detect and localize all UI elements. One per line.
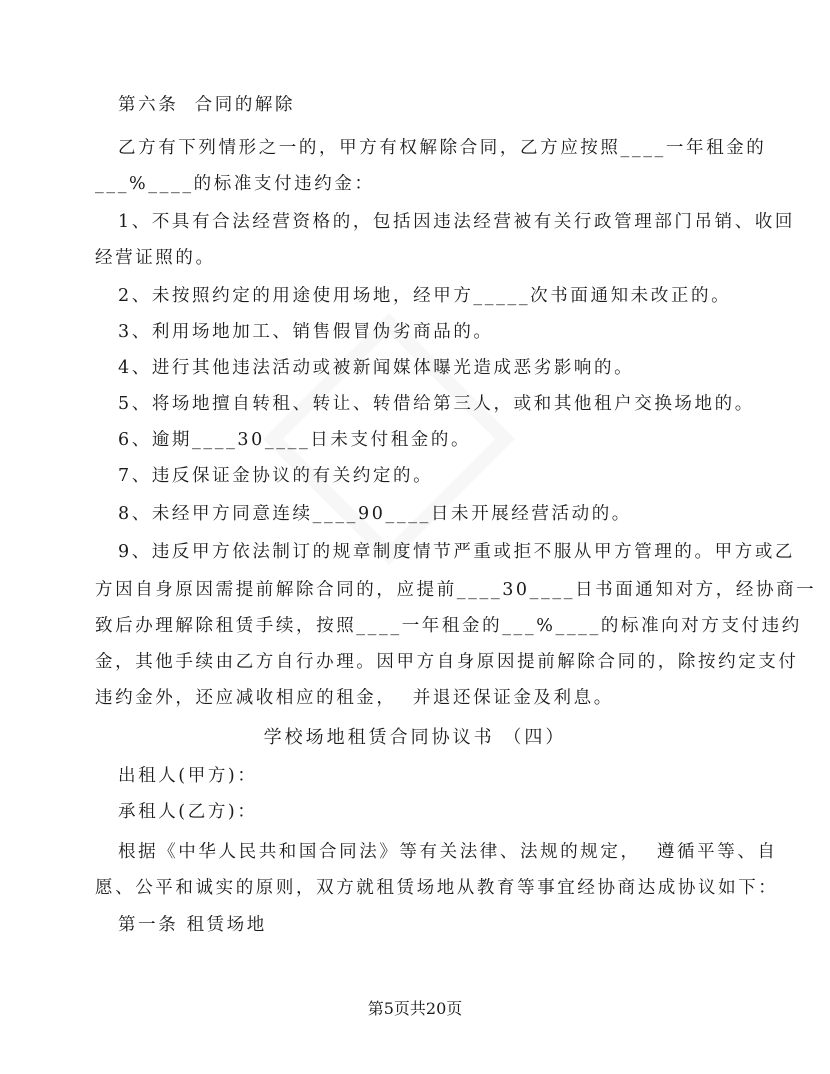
paragraph-line: 方因自身原因需提前解除合同的，应提前____30____日书面通知对方，经协商一 xyxy=(95,580,817,600)
paragraph-line: 7、违反保证金协议的有关约定的。 xyxy=(118,466,434,486)
paragraph-line: 违约金外，还应减收相应的租金， 并退还保证金及利息。 xyxy=(95,688,614,708)
paragraph-line: 致后办理解除租赁手续，按照____一年租金的___%____的标准向对方支付违约 xyxy=(95,616,802,636)
paragraph-line: 根据《中华人民共和国合同法》等有关法律、法规的规定， 遵循平等、自 xyxy=(118,842,778,862)
page-number: 第5页共20页 xyxy=(367,999,463,1018)
paragraph-line: 2、未按照约定的用途使用场地，经甲方_____次书面通知未改正的。 xyxy=(118,286,732,306)
paragraph-line: 6、逾期____30____日未支付租金的。 xyxy=(118,430,472,450)
section-heading: 第六条 合同的解除 xyxy=(118,95,296,115)
paragraph-line: 1、不具有合法经营资格的，包括因违法经营被有关行政管理部门吊销、收回 xyxy=(118,212,796,232)
lessee-field: 承租人(乙方)： xyxy=(118,802,258,822)
paragraph-line: 5、将场地擅自转租、转让、转借给第三人，或和其他租户交换场地的。 xyxy=(118,394,755,414)
paragraph-line: 金，其他手续由乙方自行办理。因甲方自身原因提前解除合同的，除按约定支付 xyxy=(95,652,799,672)
paragraph-line: 乙方有下列情形之一的，甲方有权解除合同，乙方应按照____一年租金的 xyxy=(118,138,767,158)
section-heading: 第一条 租赁场地 xyxy=(118,915,267,935)
paragraph-line: ___%____的标准支付违约金： xyxy=(95,174,375,194)
paragraph-line: 3、利用场地加工、销售假冒伪劣商品的。 xyxy=(118,322,494,342)
paragraph-line: 9、违反甲方依法制订的规章制度情节严重或拒不服从甲方管理的。甲方或乙 xyxy=(118,542,796,562)
paragraph-line: 8、未经甲方同意连续____90____日未开展经营活动的。 xyxy=(118,504,632,524)
lessor-field: 出租人(甲方)： xyxy=(118,766,258,786)
paragraph-line: 愿、公平和诚实的原则，双方就租赁场地从教育等事宜经协商达成协议如下： xyxy=(95,878,779,898)
paragraph-line: 经营证照的。 xyxy=(95,248,216,268)
paragraph-line: 4、进行其他违法活动或被新闻媒体曝光造成恶劣影响的。 xyxy=(118,358,635,378)
document-title: 学校场地租赁合同协议书 （四） xyxy=(263,727,567,748)
